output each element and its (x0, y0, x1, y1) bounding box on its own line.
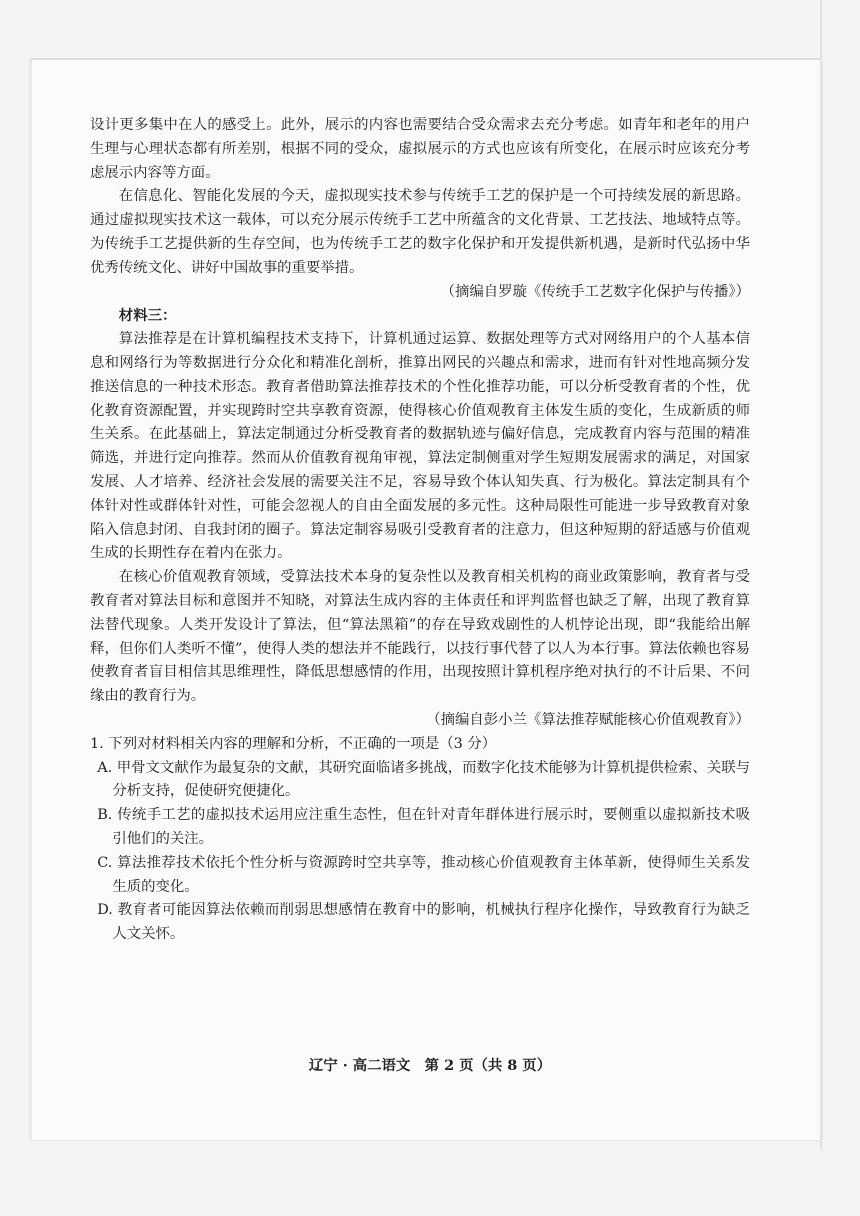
question-1-option-d: D. 教育者可能因算法依赖而削弱思想感情在教育中的影响，机械执行程序化操作，导致教育行为缺乏人文关怀。 (97, 902, 750, 943)
material3-heading: 材料三： (118, 307, 177, 325)
material2-paragraph-2: 在信息化、智能化发展的今天，虚拟现实技术参与传统手工艺的保护是一个可持续发展的新思路。通过虚拟现实技术这一载体，可以充分展示传统手工艺中所蕴含的文化背景、工艺技法、地域特点等。为传统手工艺提供新的生存空间，也为传统手工艺的数字化保护和开发提供新机遇，是新时代弘扬中华优秀传统文化、讲好中国故事的重要举措。 (90, 188, 750, 276)
question-1-option-b: B. 传统手工艺的虚拟技术运用应注重生态性，但在针对青年群体进行展示时，要侧重以虚拟新技术吸引他们的关注。 (97, 807, 750, 847)
material2-source: （摘编自罗璇《传统手工艺数字化保护与传播》） (440, 283, 750, 300)
question-1-option-a: A. 甲骨文文献作为最复杂的文献，其研究面临诸多挑战，而数字化技术能够为计算机提供检索、关联与分析支持，促使研究便捷化。 (97, 759, 750, 800)
scan-edge-top (30, 58, 822, 60)
page-footer: 辽宁 · 高二语文 第 2 页（共 8 页） (308, 1057, 552, 1074)
material3-paragraph-1: 算法推荐是在计算机编程技术支持下，计算机通过运算、数据处理等方式对网络用户的个人基本信息和网络行为等数据进行分众化和精准化剖析，推算出网民的兴趣点和需求，进而有针对性地高频分发推送信息的一种技术形态。教育者借助算法推荐技术的个性化推荐功能，可以分析受教育者的个性，优化教育资源配置，并实现跨时空共享教育资源，使得核心价值观教育主体发生质的变化，生成新质的师生关系。在此基础上，算法定制通过分析受教育者的数据轨迹与偏好信息，完成教育内容与范围的精准筛选，并进行定向推荐。然而从价值教育视角审视，算法定制侧重对学生短期发展需求的满足，对国家发展、人才培养、经济社会发展的需要关注不足，容易导致个体认知失真、行为极化。算法定制具有个体针对性或群体针对性，可能会忽视人的自由全面发展的多元性。这种局限性可能进一步导致教育对象陷入信息封闭、自我封闭的圈子。算法定制容易吸引受教育者的注意力，但这种短期的舒适感与价值观生成的长期性存在着内在张力。 (90, 331, 750, 562)
question-1-stem: 1. 下列对材料相关内容的理解和分析，不正确的一项是（3 分） (90, 735, 497, 752)
scan-edge-right (820, 0, 822, 1150)
material3-source: （摘编自彭小兰《算法推荐赋能核心价值观教育》） (426, 711, 750, 728)
material2-paragraph-1: 设计更多集中在人的感受上。此外，展示的内容也需要结合受众需求去充分考虑。如青年和老年的用户生理与心理状态都有所差别，根据不同的受众，虚拟展示的方式也应该有所变化，在展示时应该充分考虑展示内容等方面。 (90, 117, 750, 181)
question-1-option-c: C. 算法推荐技术依托个性分析与资源跨时空共享等，推动核心价值观教育主体革新，使得师生关系发生质的变化。 (97, 854, 750, 895)
material3-paragraph-2: 在核心价值观教育领域，受算法技术本身的复杂性以及教育相关机构的商业政策影响，教育者与受教育者对算法目标和意图并不知晓，对算法生成内容的主体责任和评判监督也缺乏了解，出现了教育算法替代现象。人类开发设计了算法，但“算法黑箱”的存在导致戏剧性的人机悖论出现，即“我能给出解释，但你们人类听不懂”，使得人类的想法并不能践行，以技行事代替了以人为本行事。算法依赖也容易使教育者盲目相信其思维理性，降低思想感情的作用，出现按照计算机程序绝对执行的不计后果、不问缘由的教育行为。 (90, 569, 750, 705)
page-content (90, 114, 750, 947)
scan-edge-left (30, 60, 32, 1140)
